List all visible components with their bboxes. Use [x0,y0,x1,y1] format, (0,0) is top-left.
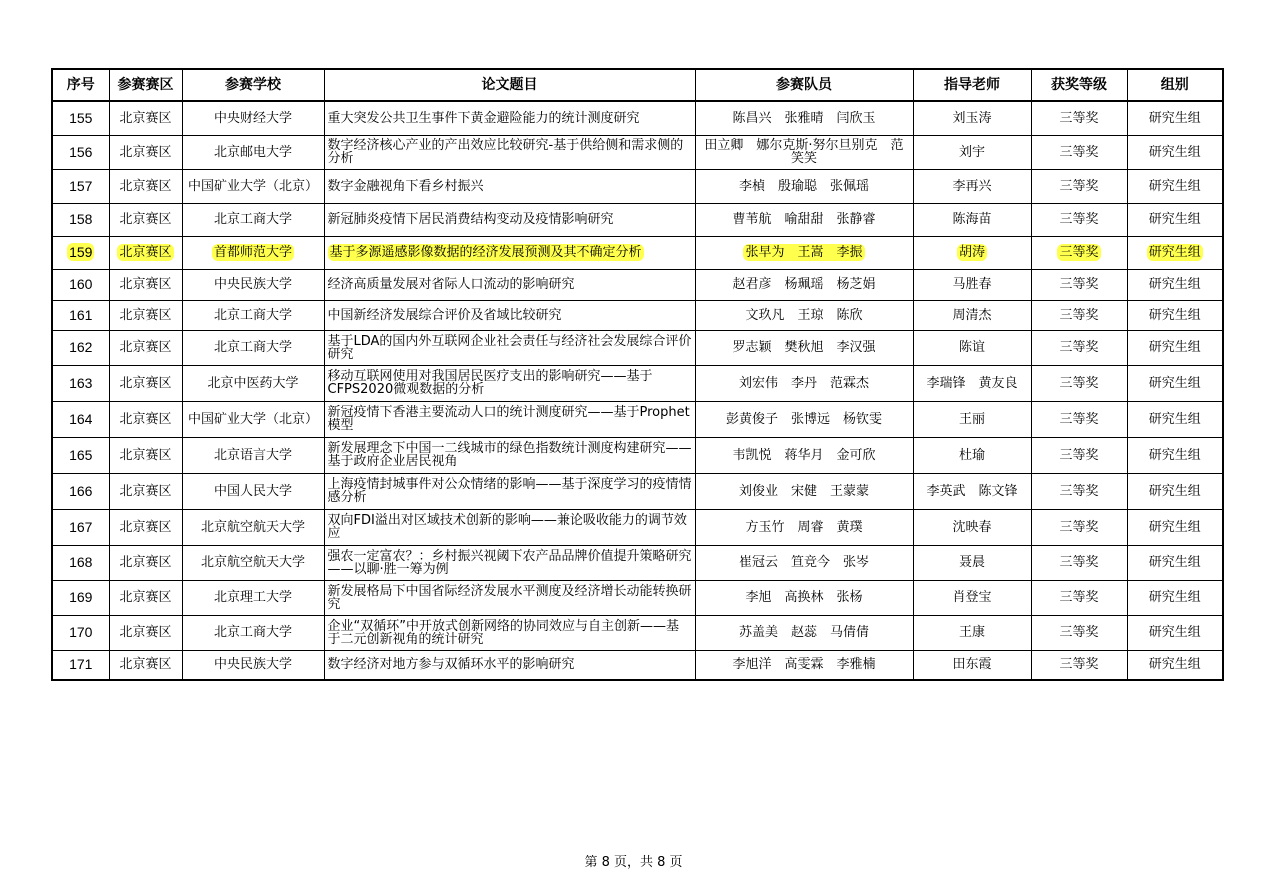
row-region: 北京赛区 [109,330,182,365]
row-serial: 171 [52,650,109,680]
row-award: 三等奖 [1031,300,1127,330]
row-members [695,236,913,269]
row-school: 中央民族大学 [182,650,324,680]
row-school [182,236,324,269]
row-group: 研究生组 [1127,203,1223,236]
row-title [324,236,695,269]
row-school-highlight: 首都师范大学 [213,245,292,260]
row-members: 李楨 殷瑜聪 张佩瑶 [695,169,913,203]
table-row [52,615,1223,650]
row-group: 研究生组 [1127,509,1223,545]
row-award-highlight: 三等奖 [1059,245,1099,260]
row-serial: 166 [52,473,109,509]
row-title: 基于LDA的国内外互联网企业社会责任与经济社会发展综合评价研究 [324,330,695,365]
row-advisor: 陈谊 [913,330,1031,365]
row-members: 罗志颖 樊秋旭 李汉强 [695,330,913,365]
row-advisor: 刘玉涛 [913,101,1031,135]
row-advisor: 陈海苗 [913,203,1031,236]
table-row [52,135,1223,169]
table-row [52,545,1223,580]
row-advisor: 王丽 [913,401,1031,437]
row-title: 新冠疫情下香港主要流动人口的统计测度研究——基于Prophet模型 [324,401,695,437]
row-serial: 157 [52,169,109,203]
row-award: 三等奖 [1031,169,1127,203]
row-members: 崔冠云 笪竞今 张岑 [695,545,913,580]
table-body [52,101,1223,680]
header-advisor: 指导老师 [913,69,1031,101]
row-advisor: 李再兴 [913,169,1031,203]
row-title-highlight: 基于多源遥感影像数据的经济发展预测及其不确定分析 [329,245,642,260]
row-serial-highlight: 159 [69,244,93,260]
row-award: 三等奖 [1031,330,1127,365]
row-serial: 163 [52,365,109,401]
row-school: 北京工商大学 [182,615,324,650]
row-title: 中国新经济发展综合评价及省域比较研究 [324,300,695,330]
row-serial: 168 [52,545,109,580]
row-advisor: 杜瑜 [913,437,1031,473]
row-title: 企业“双循环”中开放式创新网络的协同效应与自主创新——基于二元创新视角的统计研究 [324,615,695,650]
row-award: 三等奖 [1031,401,1127,437]
row-members: 田立卿 娜尔克斯·努尔旦别克 范笑笑 [695,135,913,169]
row-award: 三等奖 [1031,545,1127,580]
row-group: 研究生组 [1127,401,1223,437]
table-row [52,650,1223,680]
row-award [1031,236,1127,269]
row-group: 研究生组 [1127,269,1223,300]
row-group: 研究生组 [1127,473,1223,509]
row-serial: 167 [52,509,109,545]
row-title: 移动互联网使用对我国居民医疗支出的影响研究——基于CFPS2020微观数据的分析 [324,365,695,401]
row-region: 北京赛区 [109,615,182,650]
row-group: 研究生组 [1127,545,1223,580]
row-title: 数字金融视角下看乡村振兴 [324,169,695,203]
row-school: 中国矿业大学（北京） [182,401,324,437]
row-advisor: 王康 [913,615,1031,650]
row-advisor: 刘宇 [913,135,1031,169]
row-region: 北京赛区 [109,169,182,203]
header-award: 获奖等级 [1031,69,1127,101]
row-school: 中国矿业大学（北京） [182,169,324,203]
table-header-row [52,69,1223,101]
row-region: 北京赛区 [109,101,182,135]
row-region: 北京赛区 [109,650,182,680]
row-title: 数字经济对地方参与双循环水平的影响研究 [324,650,695,680]
page-footer: 第 8 页，共 8 页 [584,855,683,870]
row-region [109,236,182,269]
row-school: 北京理工大学 [182,580,324,615]
row-serial: 162 [52,330,109,365]
row-members: 曹苇航 喻甜甜 张静睿 [695,203,913,236]
results-table [51,68,1224,681]
row-award: 三等奖 [1031,615,1127,650]
row-members: 李旭 高换林 张杨 [695,580,913,615]
row-advisor [913,236,1031,269]
row-group: 研究生组 [1127,135,1223,169]
row-group: 研究生组 [1127,365,1223,401]
row-group: 研究生组 [1127,330,1223,365]
row-serial: 160 [52,269,109,300]
row-title: 新发展格局下中国省际经济发展水平测度及经济增长动能转换研究 [324,580,695,615]
row-serial: 158 [52,203,109,236]
row-region: 北京赛区 [109,580,182,615]
row-school: 北京中医药大学 [182,365,324,401]
row-serial: 164 [52,401,109,437]
table-row [52,269,1223,300]
row-award: 三等奖 [1031,135,1127,169]
row-region: 北京赛区 [109,401,182,437]
table-row [52,580,1223,615]
row-award: 三等奖 [1031,509,1127,545]
row-serial: 156 [52,135,109,169]
row-award: 三等奖 [1031,203,1127,236]
row-members: 文玖凡 王琼 陈欣 [695,300,913,330]
row-group: 研究生组 [1127,437,1223,473]
row-serial: 165 [52,437,109,473]
row-award: 三等奖 [1031,580,1127,615]
row-members: 方玉竹 周睿 黄璞 [695,509,913,545]
header-serial: 序号 [52,69,109,101]
table-row [52,330,1223,365]
row-group: 研究生组 [1127,615,1223,650]
header-members: 参赛队员 [695,69,913,101]
row-title: 重大突发公共卫生事件下黄金避险能力的统计测度研究 [324,101,695,135]
row-school: 中央财经大学 [182,101,324,135]
row-serial: 161 [52,300,109,330]
header-school: 参赛学校 [182,69,324,101]
row-members: 刘俊业 宋健 王蒙蒙 [695,473,913,509]
row-region: 北京赛区 [109,473,182,509]
row-group: 研究生组 [1127,580,1223,615]
row-advisor: 田东霞 [913,650,1031,680]
header-title: 论文题目 [324,69,695,101]
row-school: 北京语言大学 [182,437,324,473]
row-advisor: 周清杰 [913,300,1031,330]
row-advisor: 聂晨 [913,545,1031,580]
table-row [52,236,1223,269]
row-region: 北京赛区 [109,365,182,401]
row-school: 北京邮电大学 [182,135,324,169]
row-region: 北京赛区 [109,135,182,169]
row-group [1127,236,1223,269]
table-row [52,401,1223,437]
row-title: 新冠肺炎疫情下居民消费结构变动及疫情影响研究 [324,203,695,236]
row-advisor: 李英武 陈文锋 [913,473,1031,509]
table-row [52,437,1223,473]
row-region-highlight: 北京赛区 [119,245,172,260]
row-school: 北京航空航天大学 [182,545,324,580]
header-group: 组别 [1127,69,1223,101]
row-members: 彭黄俊子 张博远 杨钦雯 [695,401,913,437]
row-advisor: 马胜春 [913,269,1031,300]
row-advisor-highlight: 胡涛 [958,245,985,260]
row-award: 三等奖 [1031,437,1127,473]
row-region: 北京赛区 [109,203,182,236]
row-advisor: 肖登宝 [913,580,1031,615]
table-row [52,473,1223,509]
row-school: 北京工商大学 [182,203,324,236]
row-group: 研究生组 [1127,101,1223,135]
table-row [52,509,1223,545]
row-title: 新发展理念下中国一二线城市的绿色指数统计测度构建研究——基于政府企业居民视角 [324,437,695,473]
row-members-highlight: 张早为 王嵩 李振 [745,245,863,260]
row-members: 陈昌兴 张雅晴 闫欣玉 [695,101,913,135]
row-members: 刘宏伟 李丹 范霖杰 [695,365,913,401]
row-region: 北京赛区 [109,437,182,473]
row-serial: 170 [52,615,109,650]
row-award: 三等奖 [1031,650,1127,680]
row-title: 数字经济核心产业的产出效应比较研究-基于供给侧和需求侧的分析 [324,135,695,169]
row-title: 经济高质量发展对省际人口流动的影响研究 [324,269,695,300]
row-group: 研究生组 [1127,650,1223,680]
row-members: 赵君彦 杨珮瑶 杨芝娟 [695,269,913,300]
row-members: 李旭洋 高雯霖 李雅楠 [695,650,913,680]
row-school: 北京工商大学 [182,330,324,365]
row-school: 中央民族大学 [182,269,324,300]
row-advisor: 沈映春 [913,509,1031,545]
row-region: 北京赛区 [109,509,182,545]
row-award: 三等奖 [1031,365,1127,401]
table-row [52,101,1223,135]
row-region: 北京赛区 [109,300,182,330]
row-serial: 155 [52,101,109,135]
header-region: 参赛赛区 [109,69,182,101]
row-title: 双向FDI溢出对区域技术创新的影响——兼论吸收能力的调节效应 [324,509,695,545]
row-members: 韦凯悦 蒋华月 金可欣 [695,437,913,473]
row-region: 北京赛区 [109,545,182,580]
row-group: 研究生组 [1127,300,1223,330]
row-members: 苏盖美 赵蕊 马倩倩 [695,615,913,650]
row-serial [52,236,109,269]
row-award: 三等奖 [1031,473,1127,509]
table-row [52,300,1223,330]
row-serial: 169 [52,580,109,615]
row-school: 北京工商大学 [182,300,324,330]
row-advisor: 李瑞锋 黄友良 [913,365,1031,401]
row-award: 三等奖 [1031,269,1127,300]
row-region: 北京赛区 [109,269,182,300]
table-row [52,365,1223,401]
row-group-highlight: 研究生组 [1148,245,1201,260]
row-school: 中国人民大学 [182,473,324,509]
row-group: 研究生组 [1127,169,1223,203]
table-row [52,203,1223,236]
row-award: 三等奖 [1031,101,1127,135]
table-row [52,169,1223,203]
row-title: 强农一定富农？：乡村振兴视阈下农产品品牌价值提升策略研究——以聊·胜一筹为例 [324,545,695,580]
row-school: 北京航空航天大学 [182,509,324,545]
row-title: 上海疫情封城事件对公众情绪的影响——基于深度学习的疫情情感分析 [324,473,695,509]
